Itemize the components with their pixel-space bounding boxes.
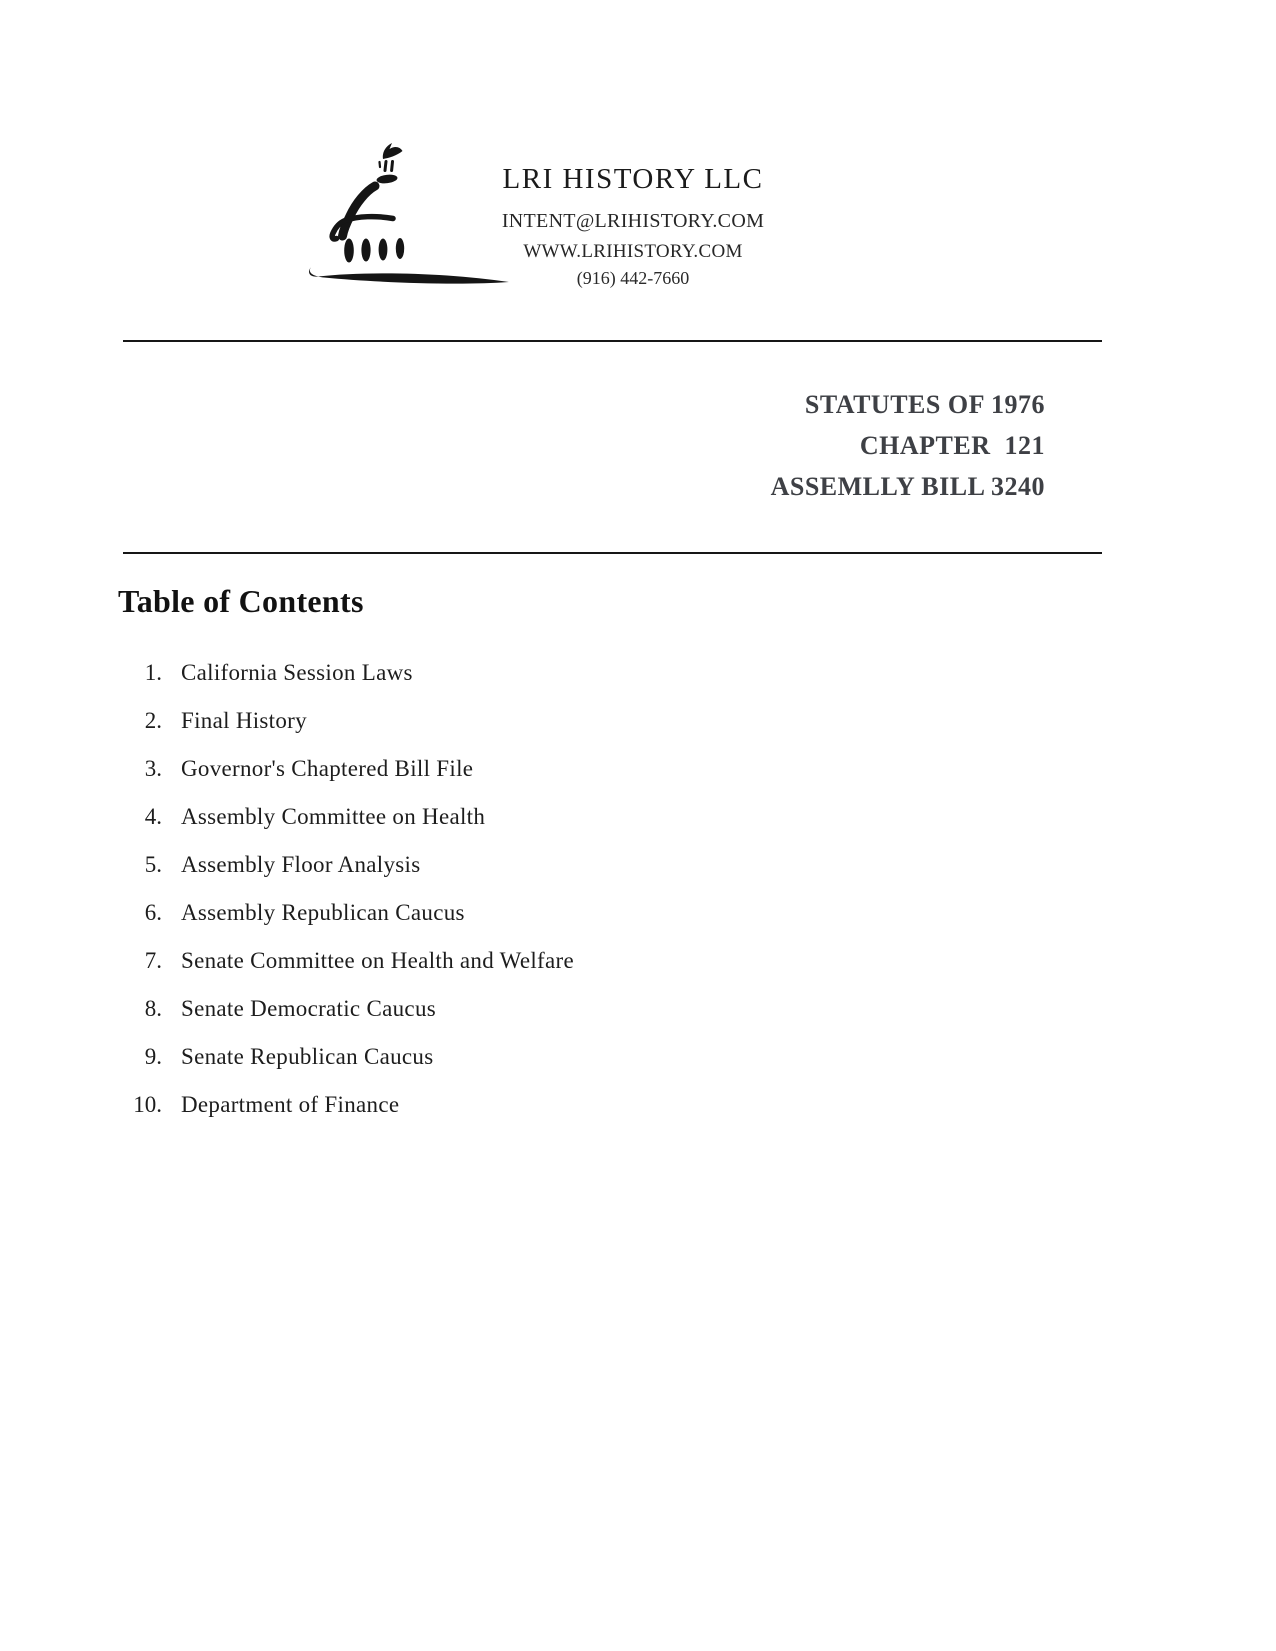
toc-item-number: 4. (144, 804, 162, 829)
toc-item-number: 5. (144, 852, 162, 877)
toc-item-number: 10. (133, 1092, 162, 1117)
toc-item (118, 889, 574, 937)
toc-item (118, 985, 574, 1033)
toc-item-number: 8. (144, 996, 162, 1021)
email-address: INTENT@LRIHISTORY.COM (501, 210, 765, 232)
toc-item-label: Governor's Chaptered Bill File (181, 756, 474, 781)
toc-item (118, 745, 574, 793)
toc-item (118, 697, 574, 745)
toc-item (118, 649, 574, 697)
horizontal-rule-top (123, 340, 1102, 342)
toc-item-number: 1. (144, 660, 162, 685)
toc-item-label: Department of Finance (181, 1092, 400, 1117)
toc-item-number: 7. (144, 948, 162, 973)
website-url: WWW.LRIHISTORY.COM (523, 241, 743, 262)
toc-item-number: 2. (144, 708, 162, 733)
toc-title: Table of Contents (118, 583, 364, 619)
toc-item (118, 793, 574, 841)
assembly-bill-line: ASSEMLLY BILL 3240 (770, 472, 1045, 501)
phone-number: (916) 442-7660 (576, 268, 690, 288)
toc-item-label: Senate Republican Caucus (181, 1044, 434, 1069)
toc-item-label: Assembly Floor Analysis (181, 852, 421, 877)
toc-item-number: 6. (144, 900, 162, 925)
toc-item (118, 1081, 574, 1129)
horizontal-rule-bottom (123, 552, 1102, 554)
toc-item-label: Final History (181, 708, 307, 733)
toc-item-number: 9. (144, 1044, 162, 1069)
toc-item-label: Senate Democratic Caucus (181, 996, 436, 1021)
toc-item-label: Assembly Committee on Health (181, 804, 486, 829)
toc-item-label: Senate Committee on Health and Welfare (181, 948, 574, 973)
toc-item-label: Assembly Republican Caucus (181, 900, 465, 925)
capitol-dome-logo-icon (296, 126, 516, 291)
toc-item (118, 841, 574, 889)
chapter-line: CHAPTER 121 (859, 431, 1045, 460)
toc-item (118, 1033, 574, 1081)
statutes-year-line: STATUTES OF 1976 (804, 390, 1045, 419)
toc-item (118, 937, 574, 985)
toc-list (118, 649, 574, 1129)
statute-reference (771, 384, 1045, 507)
toc-item-number: 3. (144, 756, 162, 781)
toc-item-label: California Session Laws (181, 660, 413, 685)
company-name: LRI HISTORY LLC (502, 163, 764, 195)
